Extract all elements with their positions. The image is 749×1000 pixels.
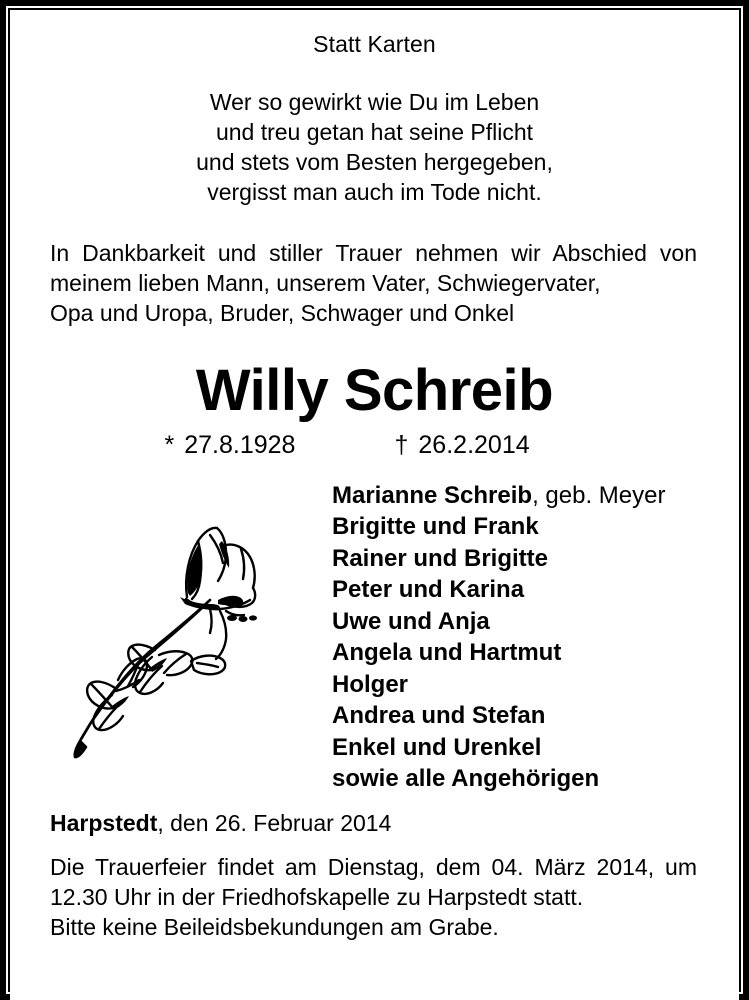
family-name-suffix: , geb. Meyer	[532, 481, 666, 509]
cross-dagger-icon: †	[394, 431, 409, 460]
family-names-list	[332, 480, 665, 795]
family-name-bold: Enkel und Urenkel	[332, 733, 542, 761]
place-city: Harpstedt	[50, 809, 158, 836]
family-name-bold: Marianne Schreib	[332, 481, 533, 509]
life-dates	[10, 432, 739, 460]
death-date: 26.2.2014	[418, 431, 530, 460]
inner-border-rule	[8, 8, 741, 992]
intro-last-line: Opa und Uropa, Bruder, Schwager und Onkel	[50, 300, 515, 327]
list-item	[332, 700, 665, 732]
verse-line-2: und treu getan hat seine Pflicht	[215, 119, 534, 146]
place-date: , den 26. Februar 2014	[157, 809, 392, 836]
family-name-bold: Uwe und Anja	[332, 607, 490, 635]
memorial-verse	[10, 87, 739, 207]
intro-body: In Dankbarkeit und stiller Trauer nehmen wir Abschied von meinem lieben Mann, unserem Vater, Schwiegervater,	[50, 240, 697, 297]
list-item	[332, 574, 665, 606]
notice-sheet	[10, 32, 739, 1000]
funeral-details-paragraph	[50, 852, 697, 942]
verse-line-4: vergisst man auch im Tode nicht.	[207, 179, 542, 206]
intro-paragraph	[50, 238, 697, 328]
border-gap	[6, 6, 743, 994]
list-item	[332, 732, 665, 764]
funeral-details-body: Die Trauerfeier findet am Dienstag, dem 04. März 2014, um 12.30 Uhr in der Friedhofskapelle zu Harpstedt statt.	[50, 853, 697, 910]
family-name-bold: Andrea und Stefan	[332, 702, 546, 730]
family-name-bold: Rainer und Brigitte	[332, 544, 549, 572]
family-name-bold: Peter und Karina	[332, 576, 525, 604]
funeral-details-last-line: Bitte keine Beileidsbekundungen am Grabe.	[50, 913, 499, 940]
list-item	[332, 511, 665, 543]
rose-and-family-block	[10, 480, 739, 800]
deceased-name: Willy Schreib	[195, 358, 554, 424]
verse-line-3: und stets vom Besten hergegeben,	[196, 149, 553, 176]
rose-illustration	[60, 505, 290, 785]
birth-star-icon: *	[164, 431, 175, 460]
list-item	[332, 606, 665, 638]
list-item	[332, 543, 665, 575]
list-item	[332, 669, 665, 701]
list-item	[332, 480, 665, 512]
heading-statt-karten: Statt Karten	[313, 31, 436, 57]
place-and-date-line	[50, 808, 697, 838]
family-name-bold: sowie alle Angehörigen	[332, 765, 600, 793]
family-name-bold: Holger	[332, 670, 409, 698]
family-name-bold: Brigitte und Frank	[332, 513, 539, 541]
death-date-group	[395, 432, 595, 460]
list-item	[332, 763, 665, 795]
birth-date-group	[155, 432, 395, 460]
family-name-bold: Angela und Hartmut	[332, 639, 562, 667]
verse-line-1: Wer so gewirkt wie Du im Leben	[209, 89, 540, 116]
list-item	[332, 637, 665, 669]
birth-date: 27.8.1928	[184, 431, 296, 460]
